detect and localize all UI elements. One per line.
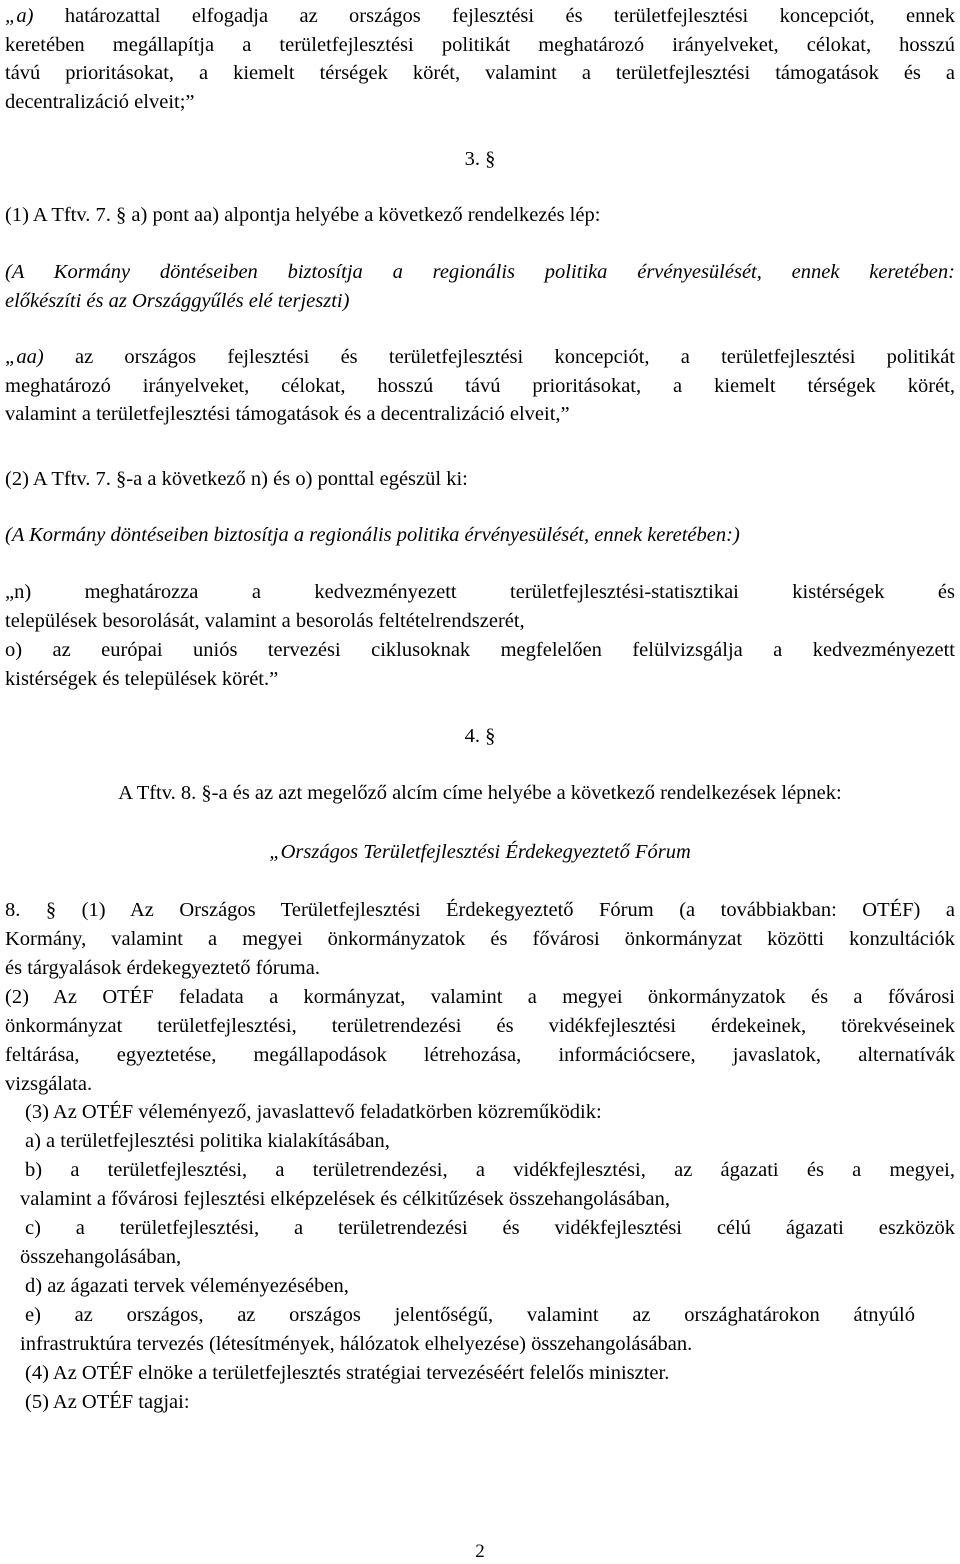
- section3-n-line2: települések besorolását, valamint a besorolás feltételrendszerét,: [5, 610, 525, 632]
- section3-p2: (2) A Tftv. 7. §-a a következő n) és o) ponttal egészül ki:: [5, 468, 468, 490]
- item-b-line1: b) a területfejlesztési, a területrendezési, a vidékfejlesztési, az ágazati és a megyei,: [25, 1159, 955, 1181]
- s8p5: (5) Az OTÉF tagjai:: [25, 1391, 190, 1413]
- item-d: d) az ágazati tervek véleményezésében,: [25, 1275, 349, 1297]
- item-e-line2: infrastruktúra tervezés (létesítmények, hálózatok elhelyezése) összehangolásában.: [20, 1333, 693, 1355]
- section3-n-line1: „n) meghatározza a kedvezményezett területfejlesztési-statisztikai kistérségek és: [5, 581, 955, 603]
- section3-context1-line1: (A Kormány döntéseiben biztosítja a regionális politika érvényesülését, ennek keretében:: [5, 261, 955, 283]
- section3-o-line2: kistérségek és települések körét.”: [5, 668, 279, 690]
- item-e-line1: e) az országos, az országos jelentőségű, valamint az országhatárokon átnyúló: [25, 1304, 915, 1326]
- item-b-line2: valamint a fővárosi fejlesztési elképzelések és célkitűzések összehangolásában,: [20, 1188, 671, 1210]
- paragraph-line: [5, 4, 955, 28]
- section4-intro: A Tftv. 8. §-a és az azt megelőző alcím címe helyébe a következő rendelkezések lépnek:: [118, 782, 842, 804]
- section3-aa-line1-text: az országos fejlesztési és területfejlesztési koncepciót, a területfejlesztési politikát: [43, 346, 955, 368]
- section4-heading: 4. §: [464, 725, 496, 747]
- section2-line3: távú prioritásokat, a kiemelt térségek körét, valamint a területfejlesztési támogatások és a: [5, 62, 955, 84]
- s8p4: (4) Az OTÉF elnöke a területfejlesztés stratégiai tervezéséért felelős miniszter.: [25, 1362, 670, 1384]
- quote-item-a-label: „a): [5, 5, 34, 27]
- item-c-line2: összehangolásában,: [20, 1246, 182, 1268]
- section2-line4: decentralizáció elveit;”: [5, 91, 195, 113]
- s8p1-line3: és tárgyalások érdekegyeztető fóruma.: [5, 957, 320, 979]
- page-number: 2: [475, 1541, 485, 1562]
- s8p1-line1: 8. § (1) Az Országos Területfejlesztési Érdekegyeztető Fórum (a továbbiakban: OTÉF) a: [5, 899, 955, 921]
- section3-context2: (A Kormány döntéseiben biztosítja a regionális politika érvényesülését, ennek keretében:): [5, 524, 740, 546]
- section3-heading: 3. §: [464, 148, 496, 170]
- item-a: a) a területfejlesztési politika kialakításában,: [25, 1130, 390, 1152]
- item-c-line1: c) a területfejlesztési, a területrendezési és vidékfejlesztési célú ágazati eszközök: [25, 1217, 955, 1239]
- s8p2-line1: (2) Az OTÉF feladata a kormányzat, valamint a megyei önkormányzatok és a fővárosi: [5, 986, 955, 1008]
- section2-line2: keretében megállapítja a területfejlesztési politikát meghatározó irányelveket, célokat, hosszú: [5, 34, 955, 56]
- s8p2-line3: feltárása, egyeztetése, megállapodások létrehozása, információcsere, javaslatok, alternatívák: [5, 1044, 955, 1066]
- section3-context1-line2: előkészíti és az Országgyűlés elé terjeszti): [5, 290, 350, 312]
- s8p1-line2: Kormány, valamint a megyei önkormányzatok és fővárosi önkormányzat közötti konzultációk: [5, 928, 955, 950]
- s8p3: (3) Az OTÉF véleményező, javaslattevő feladatkörben közreműködik:: [25, 1101, 602, 1123]
- section2-line1-text: határozattal elfogadja az országos fejlesztési és területfejlesztési koncepciót, ennek: [33, 5, 955, 27]
- section3-p1: (1) A Tftv. 7. § a) pont aa) alpontja helyébe a következő rendelkezés lép:: [5, 204, 601, 226]
- s8p2-line2: önkormányzat területfejlesztési, területrendezési és vidékfejlesztési érdekeinek, törekvéseinek: [5, 1015, 955, 1037]
- section3-aa-line1: [5, 345, 955, 369]
- section3-aa-line3: valamint a területfejlesztési támogatások és a decentralizáció elveit,”: [5, 403, 570, 425]
- section3-aa-line2: meghatározó irányelveket, célokat, hosszú távú prioritásokat, a kiemelt térségek körét,: [5, 375, 955, 397]
- section3-o-line1: o) az európai uniós tervezési ciklusoknak megfelelően felülvizsgálja a kedvezményezett: [5, 639, 955, 661]
- quote-item-aa-label: „aa): [5, 346, 44, 368]
- s8p2-line4: vizsgálata.: [5, 1073, 93, 1095]
- section4-subtitle: „Országos Területfejlesztési Érdekegyeztető Fórum: [269, 841, 691, 863]
